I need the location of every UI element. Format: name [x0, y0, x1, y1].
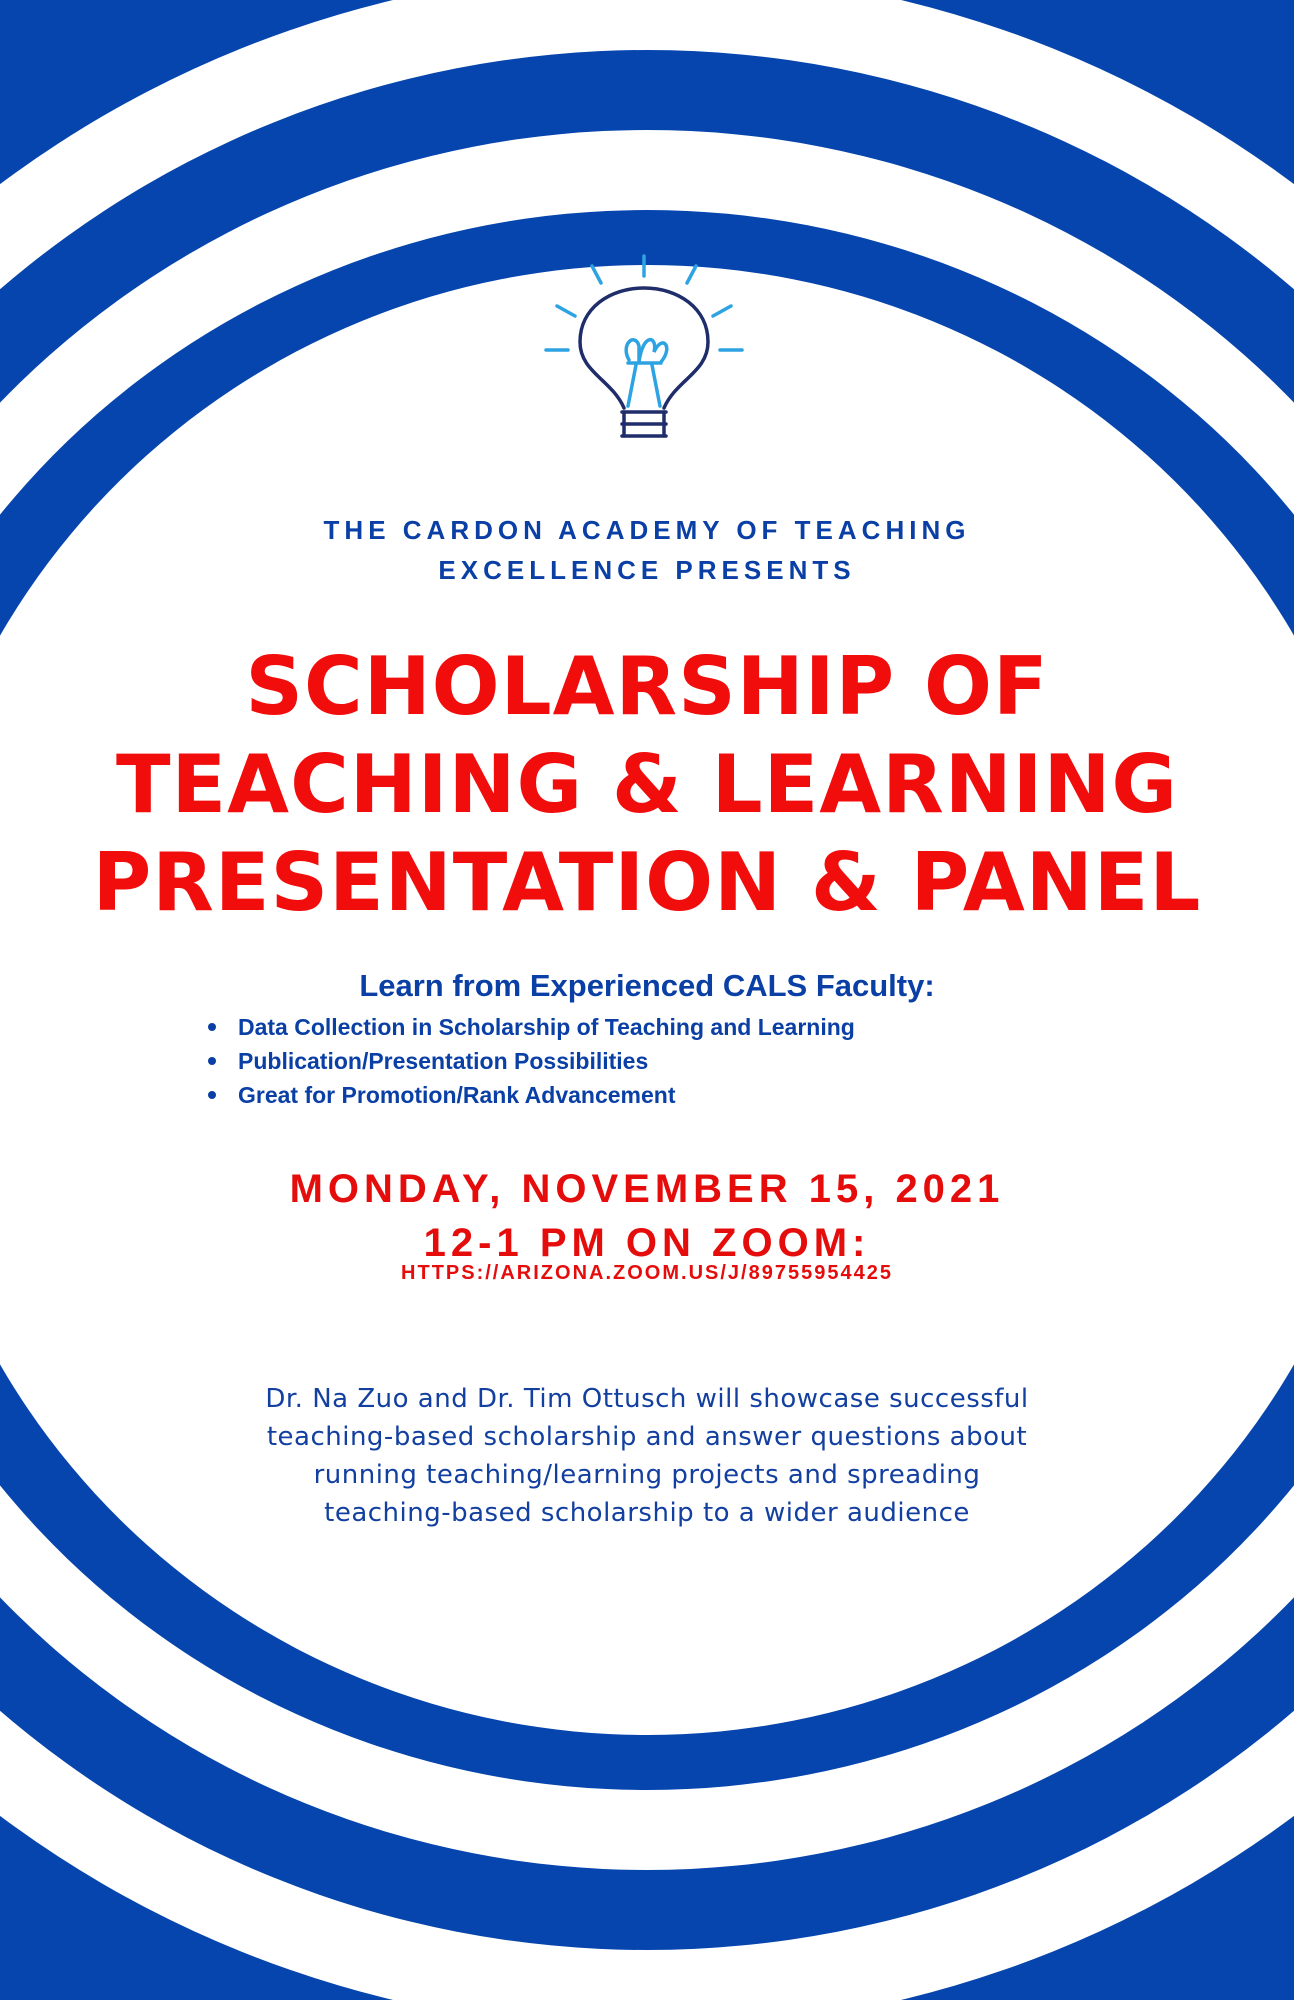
- bullet-icon: [208, 1091, 216, 1099]
- list-item-label: Publication/Presentation Possibilities: [238, 1047, 649, 1074]
- list-item: [208, 1010, 1108, 1044]
- list-item: [208, 1044, 1108, 1078]
- title-line-3: PRESENTATION & PANEL: [92, 836, 1202, 929]
- list-item-label: Data Collection in Scholarship of Teaching and Learning: [238, 1013, 855, 1040]
- presenter-heading: [0, 510, 1294, 590]
- list-item-label: Great for Promotion/Rank Advancement: [238, 1081, 676, 1108]
- event-date: MONDAY, NOVEMBER 15, 2021: [289, 1167, 1005, 1211]
- description-line-4: teaching-based scholarship to a wider audience: [324, 1498, 970, 1528]
- lightbulb-icon: [540, 250, 754, 464]
- description-line-3: running teaching/learning projects and spreading: [313, 1460, 981, 1490]
- bullet-icon: [208, 1057, 216, 1065]
- learn-heading: Learn from Experienced CALS Faculty:: [359, 968, 935, 1003]
- presenter-line-2: EXCELLENCE PRESENTS: [438, 555, 856, 585]
- event-date-time: [0, 1162, 1294, 1270]
- learn-list: [208, 1010, 1108, 1112]
- list-item: [208, 1078, 1108, 1112]
- title-line-1: SCHOLARSHIP OF: [245, 640, 1049, 733]
- zoom-link[interactable]: HTTPS://ARIZONA.ZOOM.US/J/89755954425: [401, 1262, 893, 1284]
- description-line-2: teaching-based scholarship and answer questions about: [266, 1422, 1028, 1452]
- description-line-1: Dr. Na Zuo and Dr. Tim Ottusch will showcase successful: [265, 1384, 1029, 1414]
- event-description: [0, 1380, 1294, 1532]
- event-time: 12-1 PM ON ZOOM:: [423, 1221, 871, 1265]
- event-title: [0, 638, 1294, 932]
- presenter-line-1: THE CARDON ACADEMY OF TEACHING: [323, 515, 971, 545]
- title-line-2: TEACHING & LEARNING: [115, 738, 1179, 831]
- bullet-icon: [208, 1023, 216, 1031]
